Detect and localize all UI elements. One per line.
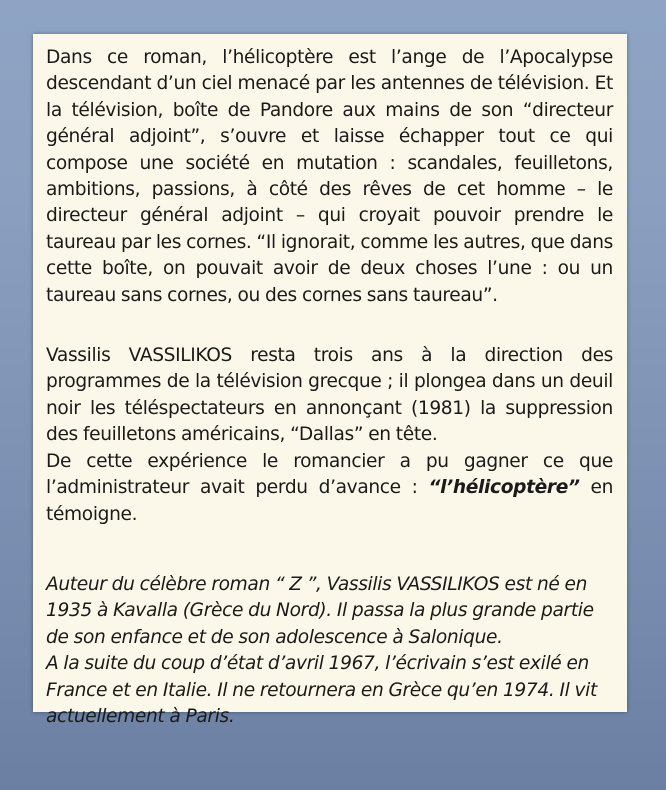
book-title-inline: “l’hélicoptère” (428, 477, 580, 499)
career-paragraph: Vassilis VASSILIKOS resta trois ans à la direction des programmes de la télévision grecque ; il plongea dans un deuil noir les téléspectateurs en annonçant (1981) la suppression des feuilletons américains, “Dallas” en tête. (46, 345, 613, 446)
author-bio-paragraph: Auteur du célèbre roman “ Z ”, Vassilis VASSILIKOS est né en 1935 à Kavalla (Grèce du Nord). Il passa la plus grande partie de son enfance et de son adolescence à Salonique. (46, 573, 594, 648)
back-cover-text-panel (33, 34, 627, 727)
experience-text-start: De cette expérience le romancier a pu gagner ce que l’administrateur avait perdu d’avance : (46, 450, 613, 499)
author-exile-paragraph: A la suite du coup d’état d’avril 1967, l’écrivain s’est exilé en France et en Italie. Il ne retournera en Grèce qu’en 1974. Il vit actuellement à Paris. (46, 653, 597, 727)
intro-paragraph: Dans ce roman, l’hélicoptère est l’ange de l’Apocalypse descendant d’un ciel menacé par les antennes de télévision. Et la télévision, boîte de Pandore aux mains de son “directeur général adjoint”, s’ouvre et laisse échapper tout ce qui compose une société en mutation : scandales, feuilletons, ambitions, passions, à côté des rêves de cet homme – le directeur général adjoint – qui croyait pouvoir prendre le taureau par les cornes. “Il ignorait, comme les autres, que dans cette boîte, on pouvait avoir de deux choses l’une : ou un taureau sans cornes, ou des cornes sans taureau”. (46, 47, 613, 306)
experience-text-end: en témoigne. (46, 477, 614, 525)
experience-paragraph (46, 449, 613, 528)
